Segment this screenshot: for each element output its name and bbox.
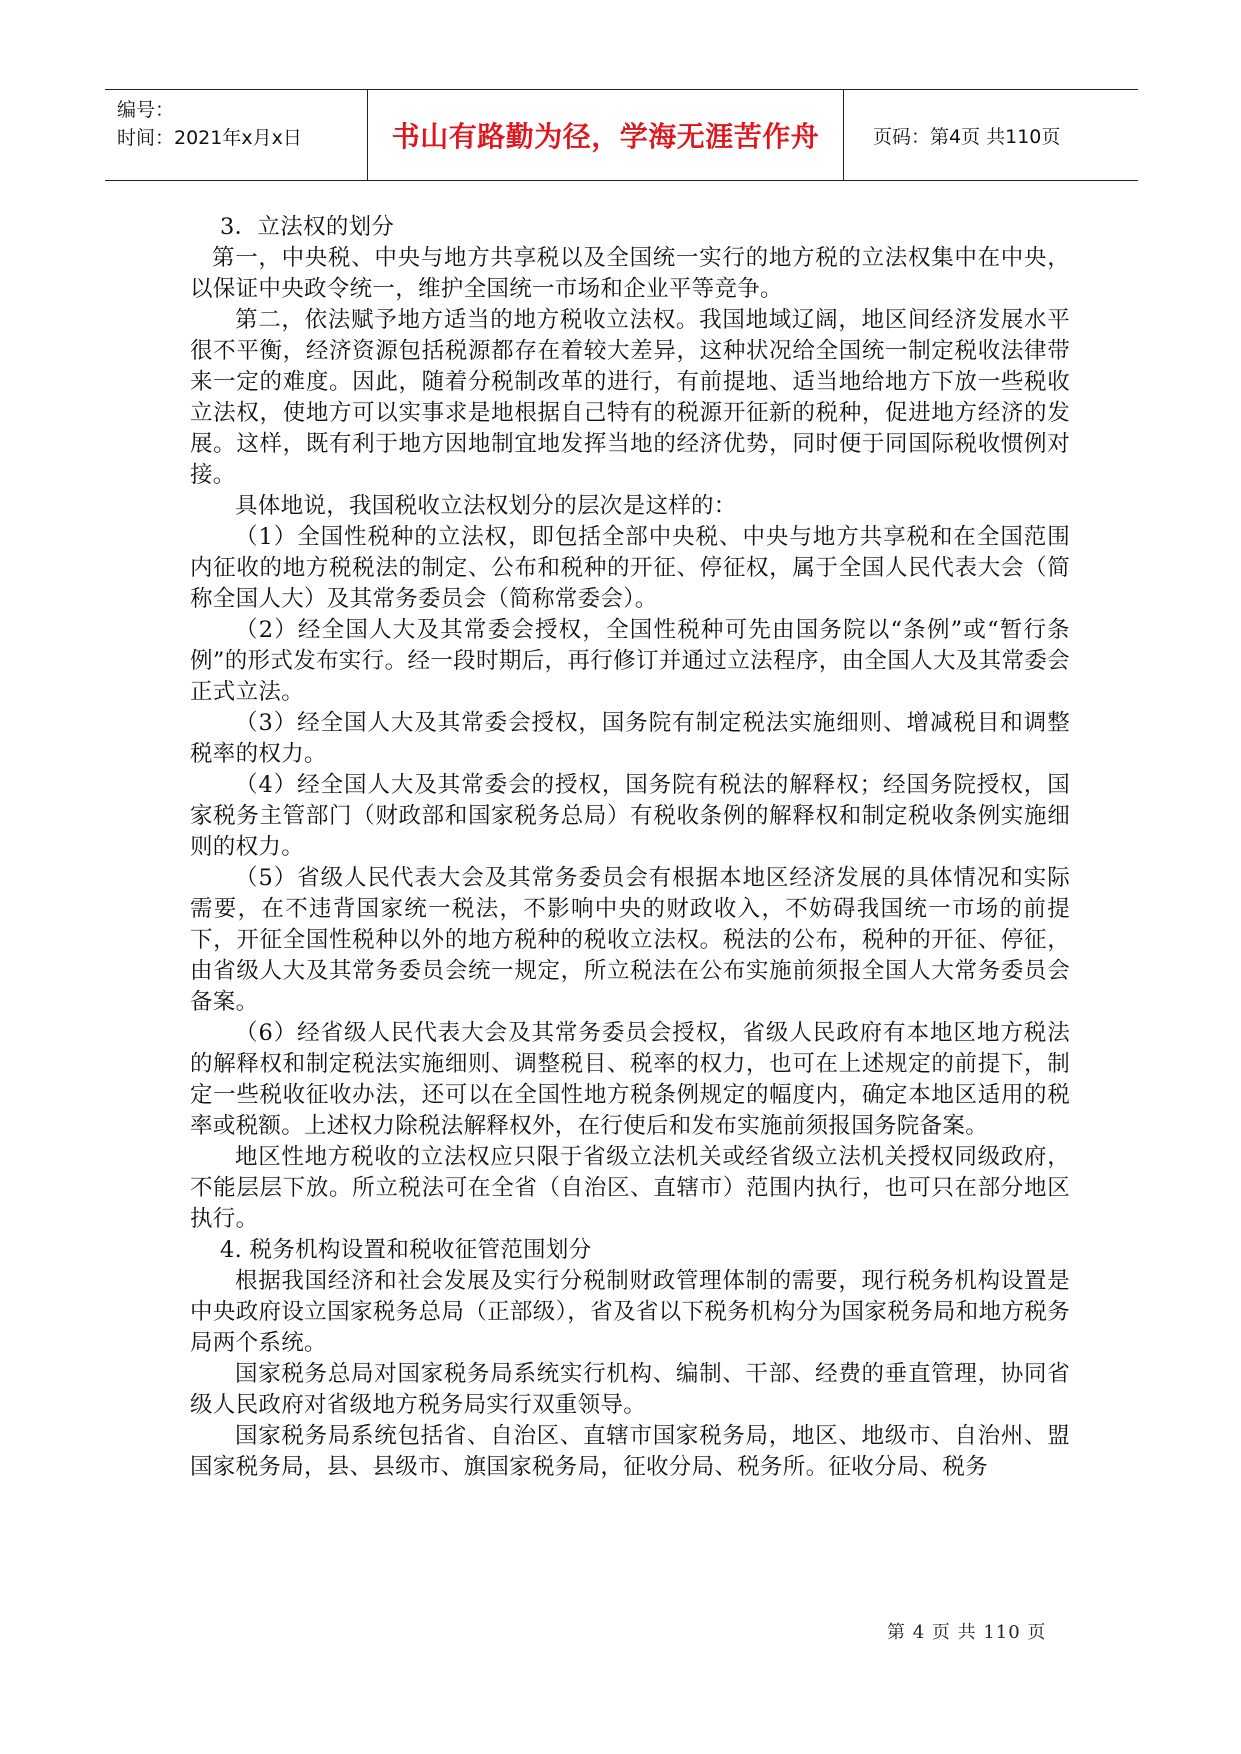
list-item: （2）经全国人大及其常委会授权，全国性税种可先由国务院以“条例”或“暂行条例”的形式发布实行。经一段时期后，再行修订并通过立法程序，由全国人大及其常委会正式立法。 <box>190 617 1070 705</box>
list-item: （5）省级人民代表大会及其常务委员会有根据本地区经济发展的具体情况和实际需要，在不违背国家统一税法，不影响中央的财政收入，不妨碍我国统一市场的前提下，开征全国性税种以外的地方税种的税收立法权。税法的公布，税种的开征、停征，由省级人大及其常务委员会统一规定，所立税法在公布实施前须报全国人大常务委员会备案。 <box>190 865 1070 1015</box>
header-motto: 书山有路勤为径，学海无涯苦作舟 <box>391 120 820 153</box>
paragraph: 国家税务局系统包括省、自治区、直辖市国家税务局，地区、地级市、自治州、盟国家税务局，县、县级市、旗国家税务局，征收分局、税务所。征收分局、税务 <box>190 1423 1070 1480</box>
list-item: （4）经全国人大及其常委会的授权，国务院有税法的解释权；经国务院授权，国家税务主管部门（财政部和国家税务总局）有税收条例的解释权和制定税收条例实施细则的权力。 <box>190 772 1070 860</box>
list-item: （1）全国性税种的立法权，即包括全部中央税、中央与地方共享税和在全国范围内征收的地方税税法的制定、公布和税种的开征、停征权，属于全国人民代表大会（简称全国人大）及其常务委员会（简称常委会）。 <box>190 524 1070 612</box>
paragraph: 地区性地方税收的立法权应只限于省级立法机关或经省级立法机关授权同级政府，不能层层下放。所立税法可在全省（自治区、直辖市）范围内执行，也可只在部分地区执行。 <box>190 1144 1070 1232</box>
header-time-label: 时间：2021年x月x日 <box>117 127 302 149</box>
section-heading-3: 3．立法权的划分 <box>220 214 395 240</box>
list-item: （6）经省级人民代表大会及其常务委员会授权，省级人民政府有本地区地方税法的解释权和制定税法实施细则、调整税目、税率的权力，也可在上述规定的前提下，制定一些税收征收办法，还可以在全国性地方税条例规定的幅度内，确定本地区适用的税率或税额。上述权力除税法解释权外，在行使后和发布实施前须报国务院备案。 <box>190 1020 1070 1139</box>
header-number-label: 编号： <box>117 99 175 121</box>
page-footer: 第 4 页 共 110 页 <box>887 1622 1047 1643</box>
paragraph: 国家税务总局对国家税务局系统实行机构、编制、干部、经费的垂直管理，协同省级人民政府对省级地方税务局实行双重领导。 <box>190 1361 1070 1418</box>
list-item: （3）经全国人大及其常委会授权，国务院有制定税法实施细则、增减税目和调整税率的权力。 <box>190 710 1070 767</box>
section-heading-4: 4. 税务机构设置和税收征管范围划分 <box>220 1237 592 1263</box>
paragraph: 第一，中央税、中央与地方共享税以及全国统一实行的地方税的立法权集中在中央，以保证中央政令统一，维护全国统一市场和企业平等竞争。 <box>190 245 1070 302</box>
paragraph: 具体地说，我国税收立法权划分的层次是这样的： <box>235 493 737 519</box>
paragraph: 第二，依法赋予地方适当的地方税收立法权。我国地域辽阔，地区间经济发展水平很不平衡，经济资源包括税源都存在着较大差异，这种状况给全国统一制定税收法律带来一定的难度。因此，随着分税制改革的进行，有前提地、适当地给地方下放一些税收立法权，使地方可以实事求是地根据自己特有的税源开征新的税种，促进地方经济的发展。这样，既有利于地方因地制宜地发挥当地的经济优势，同时便于同国际税收惯例对接。 <box>190 307 1070 488</box>
paragraph: 根据我国经济和社会发展及实行分税制财政管理体制的需要，现行税务机构设置是中央政府设立国家税务总局（正部级），省及省以下税务机构分为国家税务局和地方税务局两个系统。 <box>190 1268 1070 1356</box>
header-divider-right <box>843 90 844 180</box>
document-header <box>105 89 1138 181</box>
header-page-info: 页码：第4页 共110页 <box>873 125 1061 148</box>
document-body <box>190 212 1070 1483</box>
